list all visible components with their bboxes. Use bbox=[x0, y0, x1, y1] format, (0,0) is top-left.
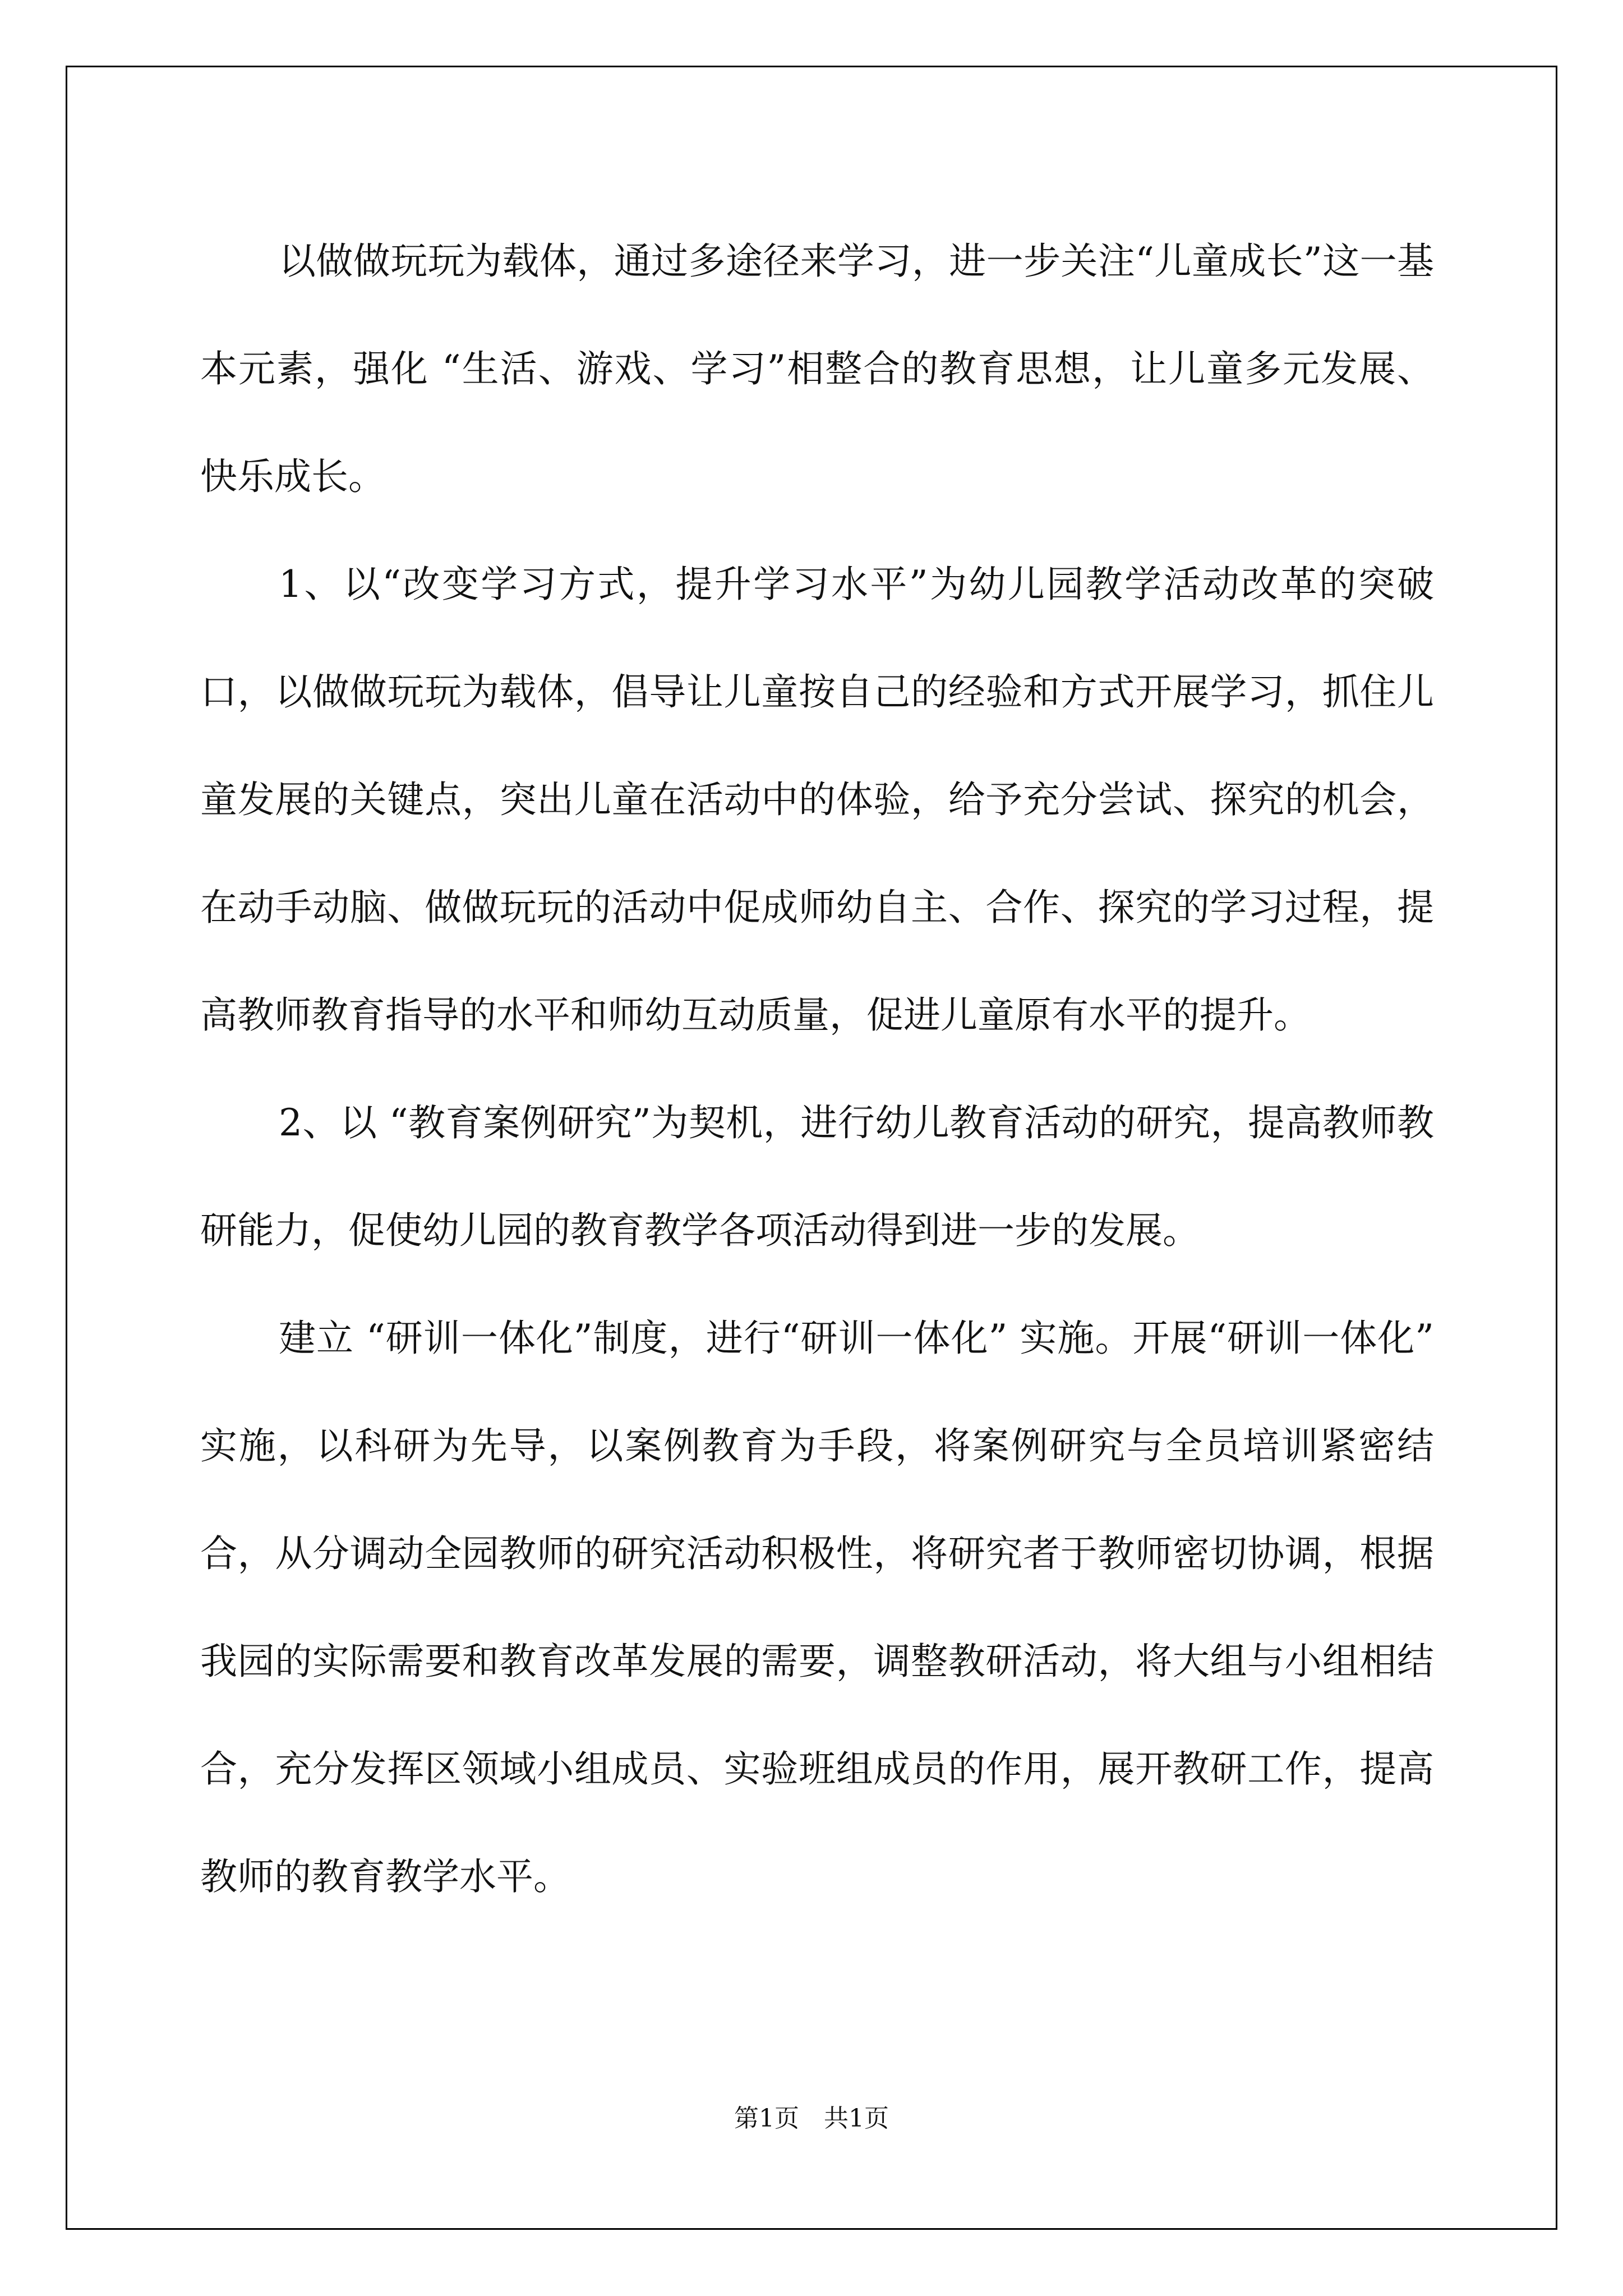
paragraph-3: 2、以 “教育案例研究”为契机，进行幼儿教育活动的研究，提高教师教研能力，促使幼儿园的教育教学各项活动得到进一步的发展。 bbox=[200, 1101, 1434, 1252]
page-footer bbox=[0, 2098, 1623, 2134]
paragraph-4: 建立 “研训一体化”制度，进行“研训一体化” 实施。开展“研训一体化” 实施，以科研为先导，以案例教育为手段，将案例研究与全员培训紧密结合，从分调动全园教师的研究活动积极性，将研究者于教师密切协调，根据我园的实际需要和教育改革发展的需要，调整教研活动，将大组与小组相结合，充分发挥区领域小组成员、实验班组成员的作用，展开教研工作，提高教师的教育教学水平。 bbox=[200, 1317, 1434, 1898]
document-body bbox=[200, 208, 1434, 1931]
paragraph-1: 以做做玩玩为载体，通过多途径来学习，进一步关注“儿童成长”这一基本元素，强化 “生活、游戏、学习”相整合的教育思想，让儿童多元发展、快乐成长。 bbox=[200, 240, 1434, 498]
paragraph-2: 1、以“改变学习方式，提升学习水平”为幼儿园教学活动改革的突破口，以做做玩玩为载体，倡导让儿童按自己的经验和方式开展学习，抓住儿童发展的关键点，突出儿童在活动中的体验，给予充分尝试、探究的机会，在动手动脑、做做玩玩的活动中促成师幼自主、合作、探究的学习过程，提高教师教育指导的水平和师幼互动质量，促进儿童原有水平的提升。 bbox=[200, 563, 1434, 1037]
page-number-total: 共1页 bbox=[824, 2104, 889, 2133]
page-number-current: 第1页 bbox=[734, 2104, 799, 2133]
